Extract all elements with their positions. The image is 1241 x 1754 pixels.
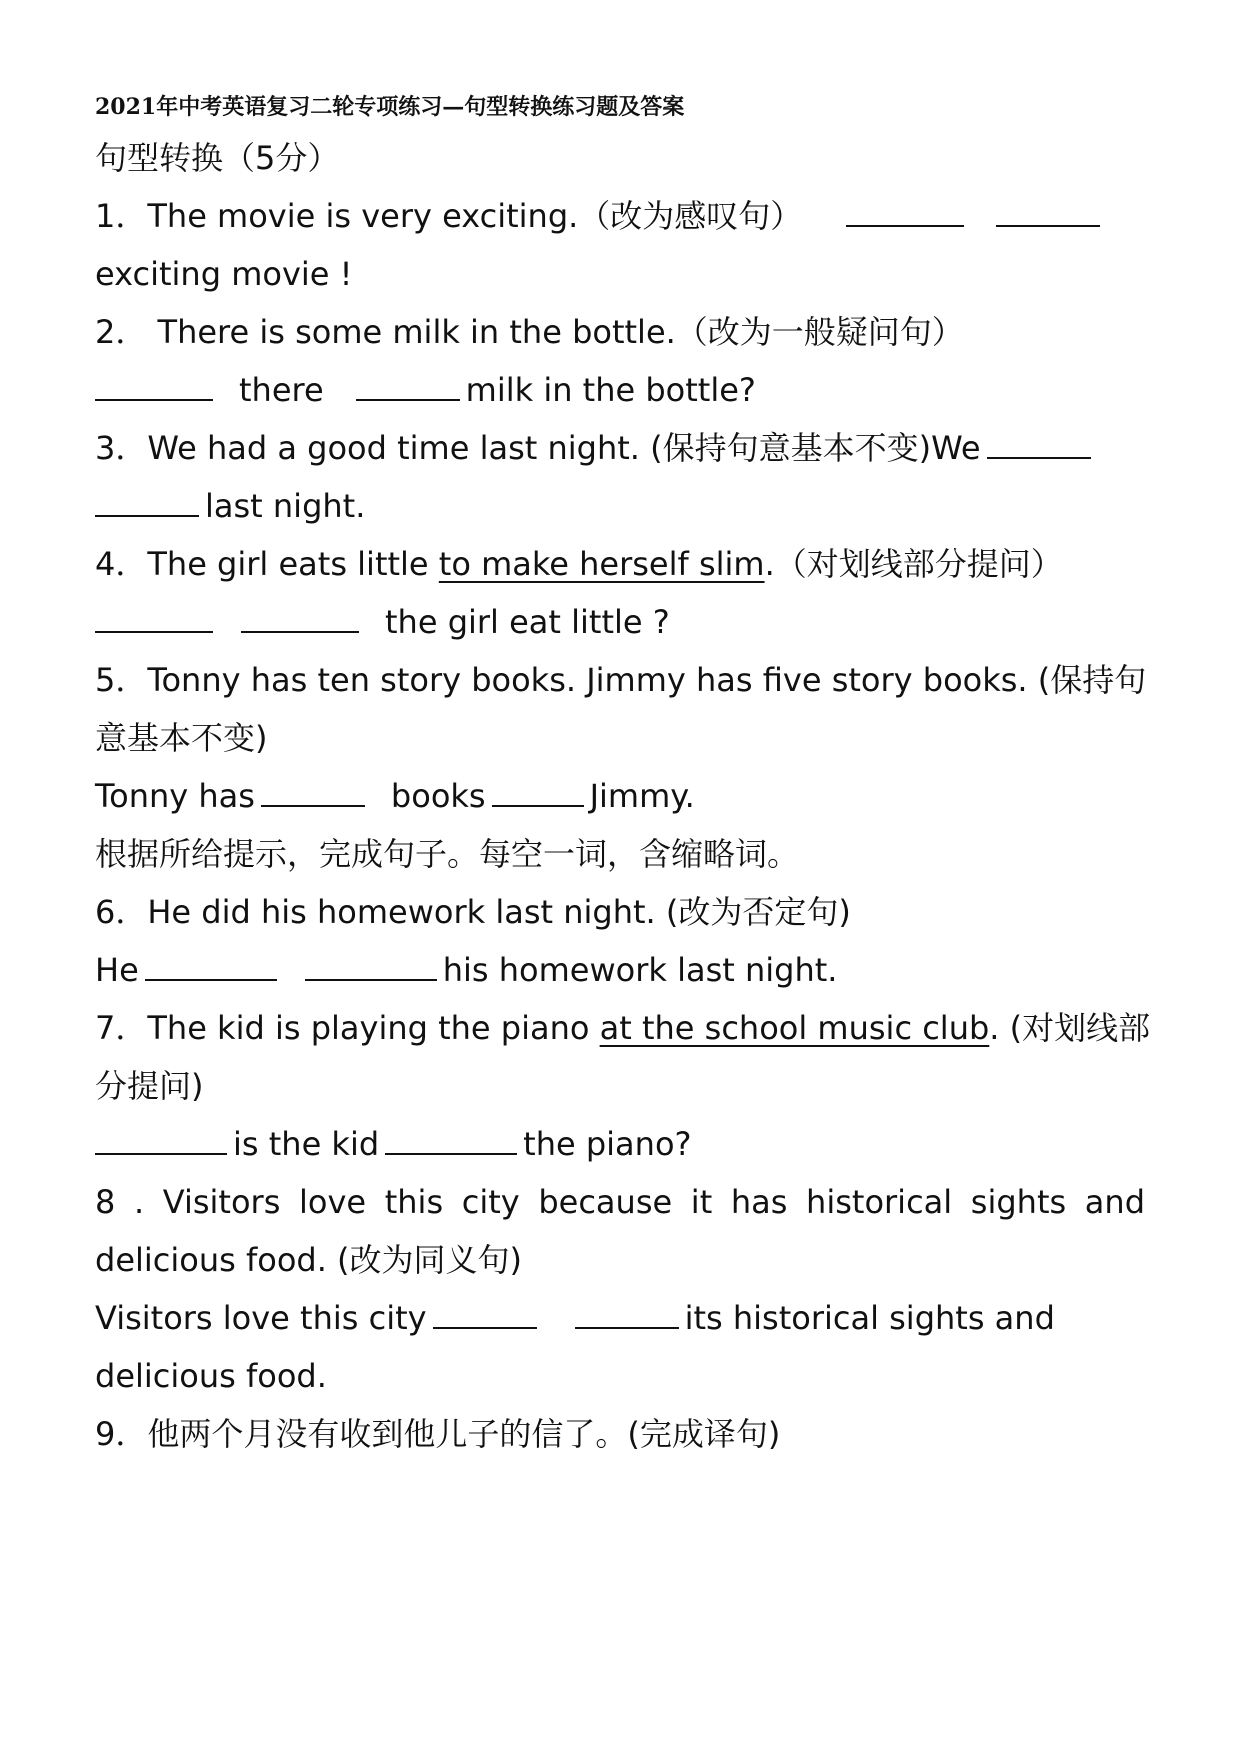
question-7-blank-1[interactable]	[95, 1125, 227, 1155]
section-instructions: 根据所给提示，完成句子。每空一词，含缩略词。	[95, 835, 800, 873]
question-1-line	[95, 196, 1145, 236]
question-5-text-continued: 意基本不变)	[95, 719, 268, 757]
question-3-tail-text: last night.	[205, 487, 366, 525]
question-4-answer-tail: the girl eat little ?	[385, 603, 670, 641]
question-5-tail-text: Jimmy.	[589, 777, 695, 815]
question-7-text-continued: 分提问)	[95, 1067, 204, 1105]
question-5-mid-text: books	[390, 777, 486, 815]
question-7-instruction: . (对划线部	[989, 1009, 1151, 1047]
question-6-answer-line	[95, 950, 1145, 990]
question-6-text: 6．He did his homework last night. (改为否定句)	[95, 893, 851, 931]
question-7-blank-2[interactable]	[385, 1125, 517, 1155]
question-5-answer-line	[95, 776, 1145, 816]
question-9-text: 9．他两个月没有收到他儿子的信了。(完成译句)	[95, 1415, 781, 1453]
question-4-underlined-text: to make herself slim	[438, 545, 765, 583]
question-5-text: 5．Tonny has ten story books. Jimmy has five story books. (保持句	[95, 661, 1147, 699]
question-7-tail-text: the piano?	[523, 1125, 692, 1163]
question-5-blank-2[interactable]	[492, 777, 584, 807]
question-7-lead-text: 7．The kid is playing the piano	[95, 1009, 600, 1047]
question-7-line	[95, 1008, 1151, 1048]
question-6-tail-text: his homework last night.	[442, 951, 838, 989]
question-3-answer-line	[95, 486, 1145, 526]
question-6-blank-1[interactable]	[145, 951, 277, 981]
question-4-blank-1[interactable]	[95, 603, 213, 633]
question-4-instruction: .（对划线部分提问）	[764, 545, 1063, 583]
question-1-answer-line: exciting movie !	[95, 255, 353, 293]
question-6-blank-2[interactable]	[305, 951, 437, 981]
question-8-blank-1[interactable]	[433, 1299, 537, 1329]
question-4-lead-text: 4．The girl eats little	[95, 545, 439, 583]
question-1-blank-2[interactable]	[996, 197, 1100, 227]
question-3-line	[95, 428, 1145, 468]
question-8-tail-text: its historical sights and	[684, 1299, 1055, 1337]
question-8-blank-2[interactable]	[575, 1299, 679, 1329]
question-2-text: 2． There is some milk in the bottle.（改为一般疑问句）	[95, 313, 964, 351]
question-2-mid-text: there	[239, 371, 324, 409]
question-2-blank-1[interactable]	[95, 371, 213, 401]
question-3-blank-1[interactable]	[987, 429, 1091, 459]
question-3-text: 3．We had a good time last night. (保持句意基本不变)We	[95, 429, 981, 467]
question-8-answer-line	[95, 1298, 1145, 1338]
question-1-text: 1．The movie is very exciting.（改为感叹句）	[95, 197, 803, 235]
question-8-text: 8 . Visitors love this city because it has historical sights and	[95, 1183, 1145, 1221]
question-4-answer-line	[95, 602, 1145, 642]
question-4-blank-2[interactable]	[241, 603, 359, 633]
question-8-text-continued: delicious food. (改为同义句)	[95, 1241, 523, 1279]
question-2-tail-text: milk in the bottle?	[465, 371, 756, 409]
question-7-mid-text: is the kid	[233, 1125, 380, 1163]
document-title: 2021年中考英语复习二轮专项练习—句型转换练习题及答案	[95, 94, 685, 120]
question-2-answer-line	[95, 370, 1145, 410]
question-5-lead-text: Tonny has	[95, 777, 255, 815]
section-heading-sentence-transformation: 句型转换（5分）	[95, 139, 340, 177]
question-3-blank-2[interactable]	[95, 487, 199, 517]
question-1-blank-1[interactable]	[846, 197, 964, 227]
question-8-lead-text: Visitors love this city	[95, 1299, 427, 1337]
question-8-answer-tail: delicious food.	[95, 1357, 327, 1395]
question-6-lead-text: He	[95, 951, 139, 989]
question-4-line	[95, 544, 1145, 584]
question-7-underlined-text: at the school music club	[599, 1009, 990, 1047]
question-5-blank-1[interactable]	[261, 777, 365, 807]
question-2-blank-2[interactable]	[356, 371, 460, 401]
question-7-answer-line	[95, 1124, 1145, 1164]
